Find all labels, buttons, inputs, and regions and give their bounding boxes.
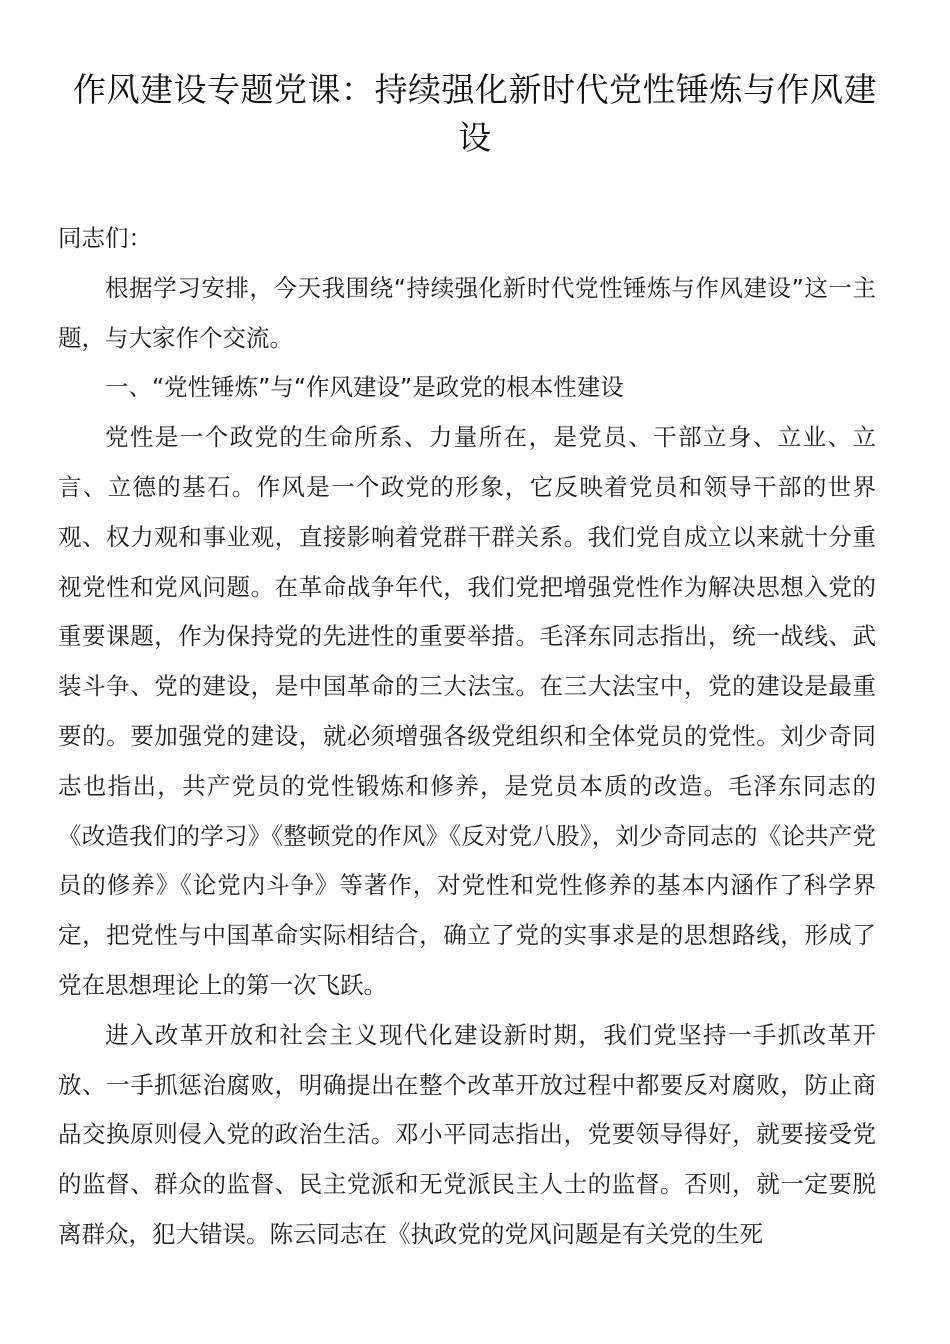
paragraph-reform-era: 进入改革开放和社会主义现代化建设新时期，我们党坚持一手抓改革开放、一手抓惩治腐败，明确提出在整个改革开放过程中都要反对腐败，防止商品交换原则侵入党的政治生活。邓小平同志指出，党要领导得好，就要接受党的监督、群众的监督、民主党派和无党派民主人士的监督。否则，就一定要脱离群众，犯大错误。陈云同志在《执政党的党风问题是有关党的生死	[58, 1020, 876, 1248]
document-body	[58, 214, 876, 1260]
paragraph-intro: 根据学习安排，今天我围绕“持续强化新时代党性锤炼与作风建设”这一主题，与大家作个交流。	[58, 273, 876, 352]
section-heading-1: 一、“党性锤炼”与“作风建设”是政党的根本性建设	[105, 373, 624, 402]
paragraph-party-spirit: 党性是一个政党的生命所系、力量所在，是党员、干部立身、立业、立言、立德的基石。作风是一个政党的形象，它反映着党员和领导干部的世界观、权力观和事业观，直接影响着党群干群关系。我们党自成立以来就十分重视党性和党风问题。在革命战争年代，我们党把增强党性作为解决思想入党的重要课题，作为保持党的先进性的重要举措。毛泽东同志指出，统一战线、武装斗争、党的建设，是中国革命的三大法宝。在三大法宝中，党的建设是最重要的。要加强党的建设，就必须增强各级党组织和全体党员的党性。刘少奇同志也指出，共产党员的党性锻炼和修养，是党员本质的改造。毛泽东同志的《改造我们的学习》《整顿党的作风》《反对党八股》，刘少奇同志的《论共产党员的修养》《论党内斗争》等著作，对党性和党性修养的基本内涵作了科学界定，把党性与中国革命实际相结合，确立了党的实事求是的思想路线，形成了党在思想理论上的第一次飞跃。	[58, 423, 876, 999]
document-title: 作风建设专题党课：持续强化新时代党性锤炼与作风建设	[73, 70, 877, 157]
salutation: 同志们：	[58, 224, 152, 252]
